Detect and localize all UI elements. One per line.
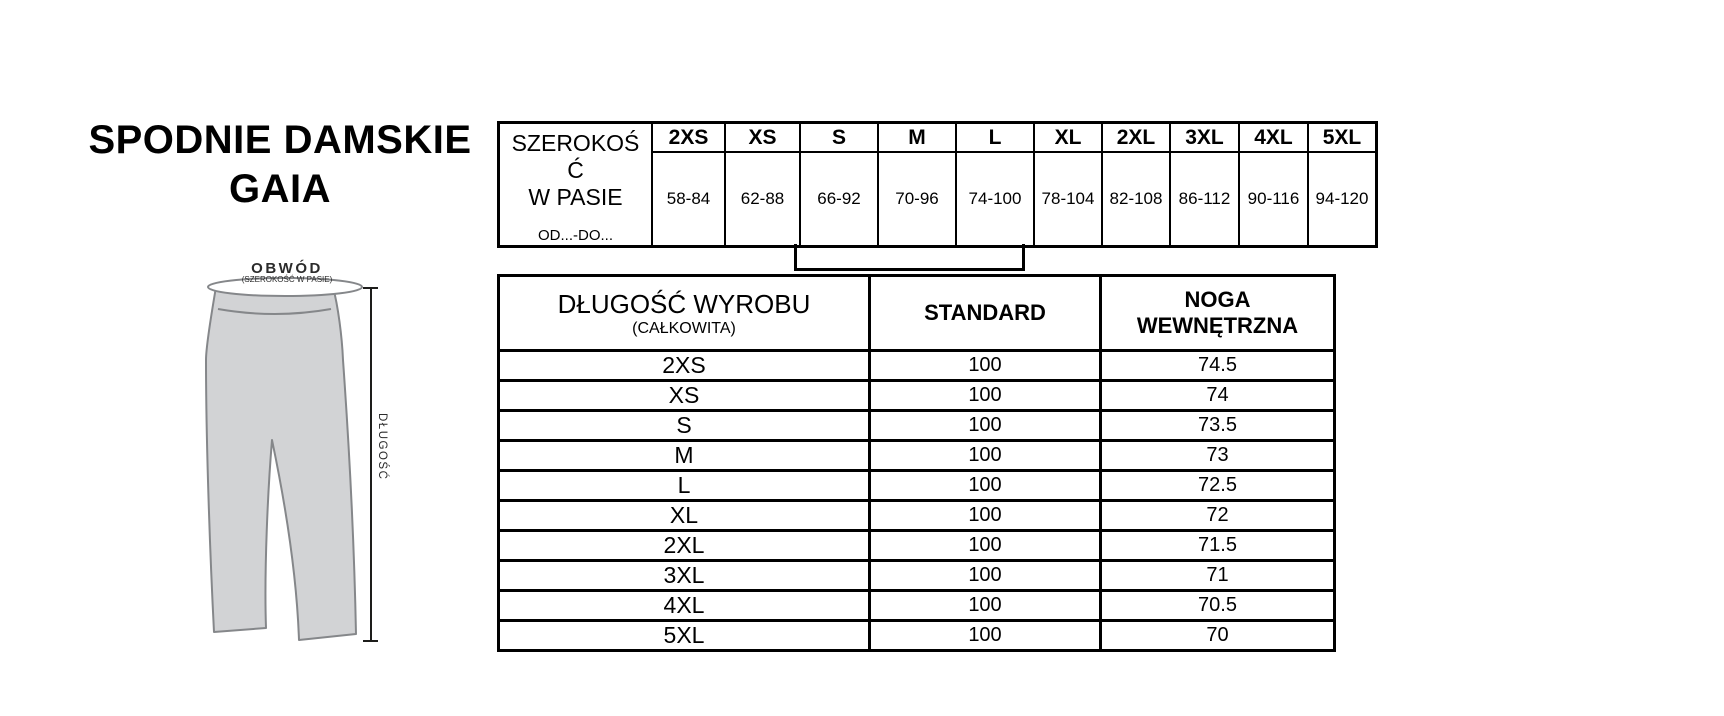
product-title xyxy=(55,116,505,214)
length-row-2xs xyxy=(499,351,1335,381)
length-row-inner-leg: 73.5 xyxy=(1101,411,1335,441)
waist-range-3xl: 86-112 xyxy=(1170,152,1239,246)
length-row-m xyxy=(499,441,1335,471)
size-header-xs: XS xyxy=(725,123,800,153)
length-row-4xl xyxy=(499,591,1335,621)
waist-range-m: 70-96 xyxy=(878,152,956,246)
length-row-inner-leg: 71 xyxy=(1101,561,1335,591)
length-row-size: 4XL xyxy=(499,591,870,621)
length-row-standard: 100 xyxy=(870,591,1101,621)
length-row-standard: 100 xyxy=(870,621,1101,651)
size-header-xl: XL xyxy=(1034,123,1102,153)
length-row-size: XS xyxy=(499,381,870,411)
waist-header-line1: SZEROKOŚ xyxy=(511,130,640,156)
waist-width-table xyxy=(497,121,1378,248)
table-connector-left xyxy=(794,244,797,271)
size-header-s: S xyxy=(800,123,878,153)
length-row-size: S xyxy=(499,411,870,441)
length-row-xl xyxy=(499,501,1335,531)
length-row-5xl xyxy=(499,621,1335,651)
length-row-standard: 100 xyxy=(870,471,1101,501)
length-row-standard: 100 xyxy=(870,441,1101,471)
length-row-inner-leg: 74.5 xyxy=(1101,351,1335,381)
length-row-size: XL xyxy=(499,501,870,531)
waist-sublabel: (SZEROKOŚĆ W PASIE) xyxy=(241,275,333,284)
length-row-size: 2XS xyxy=(499,351,870,381)
waist-range-5xl: 94-120 xyxy=(1308,152,1377,246)
length-row-inner-leg: 70 xyxy=(1101,621,1335,651)
length-row-inner-leg: 71.5 xyxy=(1101,531,1335,561)
length-row-size: L xyxy=(499,471,870,501)
length-row-xs xyxy=(499,381,1335,411)
length-header-col1-title: DŁUGOŚĆ WYROBU xyxy=(557,288,811,319)
pants-diagram xyxy=(148,232,398,652)
length-row-inner-leg: 72.5 xyxy=(1101,471,1335,501)
length-row-3xl xyxy=(499,561,1335,591)
size-header-3xl: 3XL xyxy=(1170,123,1239,153)
size-header-4xl: 4XL xyxy=(1239,123,1308,153)
size-header-2xs: 2XS xyxy=(652,123,725,153)
length-row-size: 3XL xyxy=(499,561,870,591)
size-header-2xl: 2XL xyxy=(1102,123,1170,153)
table-connector-bridge xyxy=(794,268,1025,271)
size-header-m: M xyxy=(878,123,956,153)
length-row-s xyxy=(499,411,1335,441)
length-row-standard: 100 xyxy=(870,561,1101,591)
length-row-standard: 100 xyxy=(870,411,1101,441)
waist-range-xs: 62-88 xyxy=(725,152,800,246)
waist-range-2xs: 58-84 xyxy=(652,152,725,246)
length-header-col3: NOGA WEWNĘTRZNA xyxy=(1101,276,1335,351)
length-table-header-row xyxy=(499,276,1335,351)
length-row-standard: 100 xyxy=(870,501,1101,531)
length-header-col1 xyxy=(499,276,870,351)
length-row-standard: 100 xyxy=(870,531,1101,561)
length-row-inner-leg: 70.5 xyxy=(1101,591,1335,621)
waist-size-row xyxy=(499,123,1377,153)
length-table xyxy=(497,274,1336,652)
length-row-size: M xyxy=(499,441,870,471)
waist-range-2xl: 82-108 xyxy=(1102,152,1170,246)
length-row-standard: 100 xyxy=(870,381,1101,411)
waist-label: OBWÓD xyxy=(251,260,323,277)
length-row-size: 5XL xyxy=(499,621,870,651)
length-row-size: 2XL xyxy=(499,531,870,561)
length-label: DŁUGOŚĆ xyxy=(376,413,388,481)
size-header-l: L xyxy=(956,123,1034,153)
product-title-line1: SPODNIE DAMSKIE xyxy=(88,118,472,162)
waist-header-sub: OD...-DO... xyxy=(538,227,613,244)
waist-table-header-cell xyxy=(499,123,653,247)
table-connector-right xyxy=(1022,244,1025,271)
pants-outline xyxy=(206,285,356,640)
waist-range-s: 66-92 xyxy=(800,152,878,246)
length-row-2xl xyxy=(499,531,1335,561)
waist-header-line2: Ć xyxy=(567,157,584,183)
product-title-line2: GAIA xyxy=(229,167,331,211)
length-row-inner-leg: 73 xyxy=(1101,441,1335,471)
length-row-standard: 100 xyxy=(870,351,1101,381)
length-row-inner-leg: 72 xyxy=(1101,501,1335,531)
length-row-l xyxy=(499,471,1335,501)
length-row-inner-leg: 74 xyxy=(1101,381,1335,411)
length-header-col1-subtitle: (CAŁKOWITA) xyxy=(632,319,736,337)
waist-range-4xl: 90-116 xyxy=(1239,152,1308,246)
waist-range-l: 74-100 xyxy=(956,152,1034,246)
length-header-col2: STANDARD xyxy=(870,276,1101,351)
waist-header-line3: W PASIE xyxy=(528,184,623,210)
waist-range-xl: 78-104 xyxy=(1034,152,1102,246)
size-header-5xl: 5XL xyxy=(1308,123,1377,153)
